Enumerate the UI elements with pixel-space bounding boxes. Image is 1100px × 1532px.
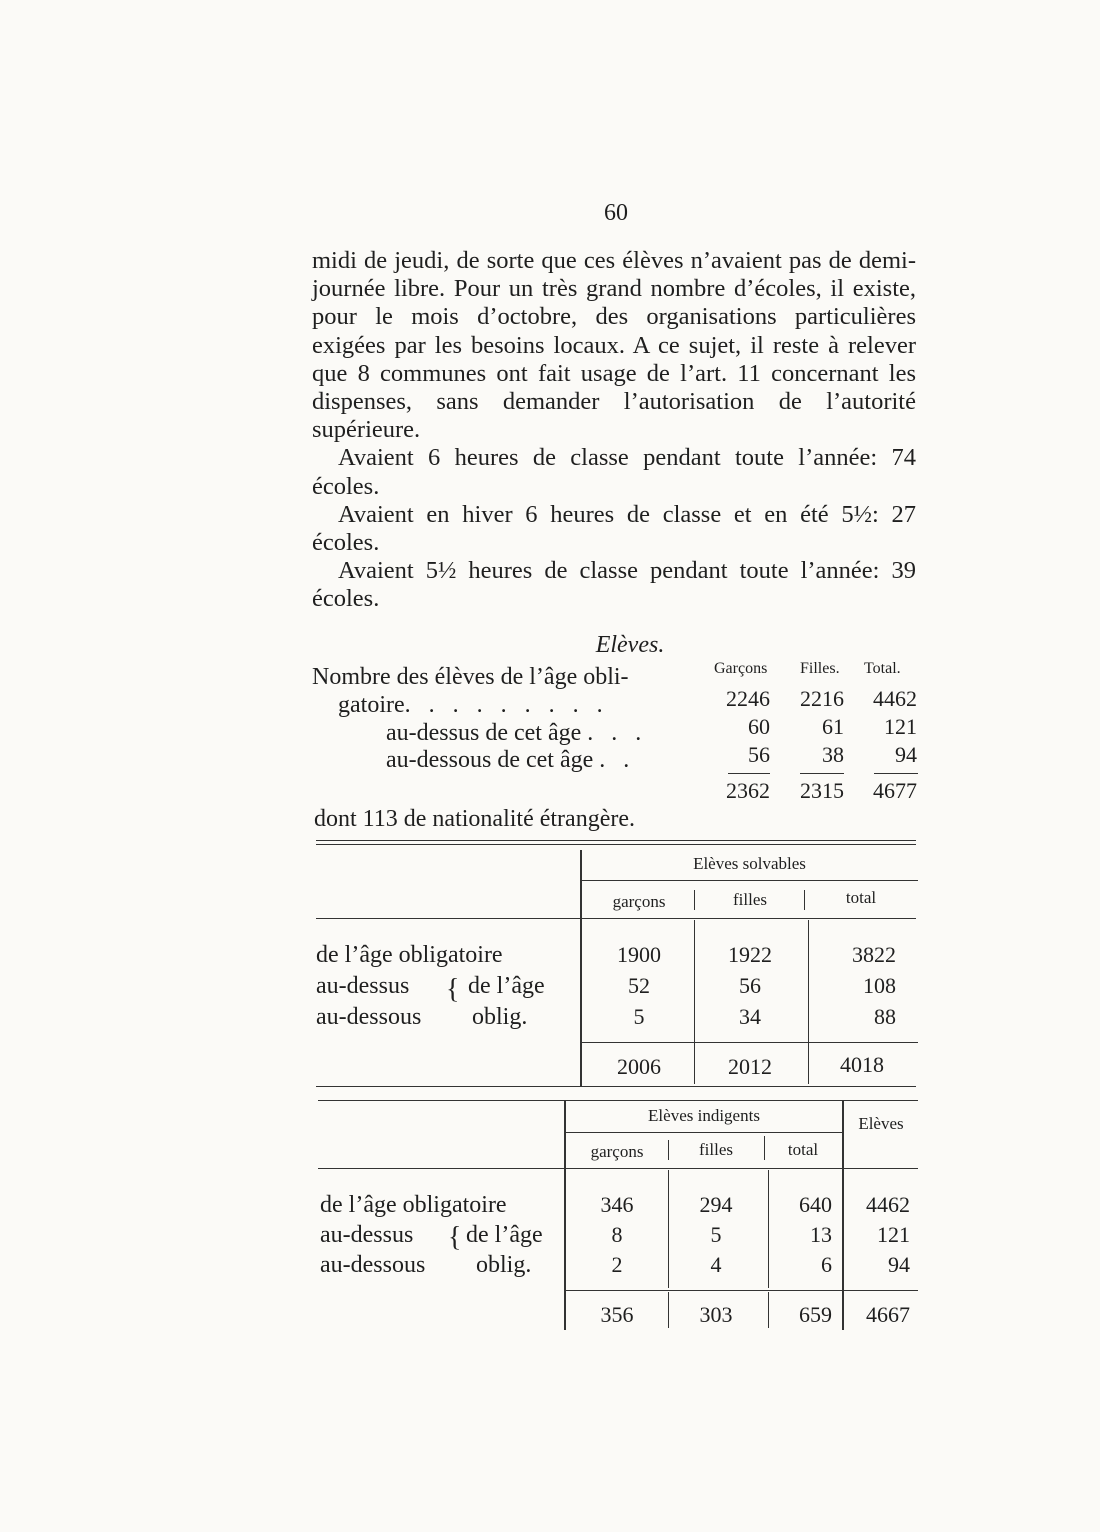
row-label: au-dessus (316, 973, 410, 999)
table-rule (694, 890, 695, 910)
body-text (312, 247, 916, 614)
row-label: de l’âge obligatoire (320, 1192, 507, 1218)
cell: 88 (874, 1004, 896, 1029)
footnote: dont 113 de nationalité étrangère. (314, 806, 635, 832)
table-rule (582, 880, 918, 881)
table-rule (808, 1044, 809, 1084)
table-rule (668, 1140, 669, 1160)
dot-leader: . . . (587, 720, 648, 746)
cell: 1900 (617, 942, 661, 967)
total-cell: 4018 (840, 1052, 884, 1077)
page-number: 60 (604, 200, 628, 226)
total-cell: 2362 (726, 778, 770, 803)
row-label: au-dessous (320, 1252, 426, 1278)
cell: 3822 (852, 942, 896, 967)
cell: 60 (748, 714, 770, 739)
cell: 346 (600, 1192, 634, 1217)
cell: 34 (739, 1004, 761, 1029)
column-header: garçons (590, 1142, 644, 1161)
row-label: oblig. (476, 1252, 532, 1278)
table-rule (318, 1100, 918, 1101)
table-rule (694, 1044, 695, 1084)
row-label (338, 692, 609, 719)
row-label: de l’âge (466, 1222, 543, 1248)
paragraph: midi de jeudi, de sorte que ces élèves n’avaient pas de demi-journée libre. Pour un très grand nombre d’écoles, il existe, pour le mois d’octobre, des organisations particulières exigées par les besoins locaux. A ce sujet, il reste à relever que 8 communes ont fait usage de l’art. 11 concernant les dispenses, sans demander l’autorisation de l’autorité supérieure. (312, 247, 916, 444)
column-header: garçons (612, 892, 666, 911)
total-cell: 659 (799, 1302, 832, 1327)
row-label: de l’âge obligatoire (316, 942, 503, 968)
row-label: Nombre des élèves de l’âge obli- (312, 664, 629, 690)
total-cell: 4677 (873, 778, 917, 803)
table-rule (694, 920, 695, 1044)
cell: 94 (888, 1252, 910, 1277)
column-header: Filles. (800, 660, 840, 677)
cell: 94 (895, 742, 917, 767)
table-rule (316, 918, 916, 919)
total-cell: 356 (600, 1302, 634, 1327)
cell: 1922 (728, 942, 772, 967)
row-label: oblig. (472, 1004, 528, 1030)
row-label-text: au-dessus de cet âge (386, 720, 582, 746)
table-rule (316, 844, 916, 845)
cell: 2 (611, 1252, 623, 1277)
table-rule (316, 1086, 916, 1087)
indigent-pupils-table (312, 1096, 922, 1332)
paragraph: Avaient 5½ heures de classe pendant toute l’année: 39 écoles. (312, 557, 916, 613)
paragraph: Avaient en hiver 6 heures de classe et en été 5½: 27 écoles. (312, 500, 916, 557)
dot-leader: . . . . . . . . . (404, 692, 609, 718)
brace-icon: { (446, 974, 460, 1005)
row-label: au-dessus (320, 1222, 414, 1248)
section-heading: Elèves. (595, 632, 665, 658)
table-rule (316, 840, 916, 841)
column-header: total (787, 1140, 819, 1159)
dot-leader: . . (599, 747, 636, 773)
column-header: total (845, 888, 877, 907)
cell: 61 (822, 714, 844, 739)
table-rule (566, 1290, 918, 1291)
solvent-pupils-table (312, 840, 922, 1090)
total-cell: 4667 (866, 1302, 910, 1327)
cell: 294 (699, 1192, 733, 1217)
cell: 13 (810, 1222, 832, 1247)
column-header: filles (699, 1140, 733, 1159)
total-cell: 2006 (617, 1054, 661, 1079)
cell: 108 (863, 973, 896, 998)
cell: 5 (710, 1222, 722, 1247)
cell: 52 (628, 973, 650, 998)
row-label: de l’âge (468, 973, 545, 999)
total-cell: 2012 (728, 1054, 772, 1079)
sum-rule (800, 773, 844, 774)
column-header: filles (733, 890, 767, 909)
cell: 4462 (866, 1192, 910, 1217)
group-header: Elèves solvables (693, 854, 806, 873)
cell: 5 (633, 1004, 645, 1029)
cell: 38 (822, 742, 844, 767)
cell: 2216 (800, 686, 844, 711)
cell: 4 (710, 1252, 722, 1277)
sum-rule (728, 773, 770, 774)
row-label (386, 747, 635, 774)
cell: 56 (748, 742, 770, 767)
total-cell: 2315 (800, 778, 844, 803)
group-header: Elèves indigents (648, 1106, 760, 1125)
cell: 2246 (726, 686, 770, 711)
table-rule (566, 1132, 842, 1133)
cell: 56 (739, 973, 761, 998)
column-header: Garçons (714, 660, 768, 677)
table-rule (318, 1168, 918, 1169)
column-header: Elèves (858, 1114, 904, 1133)
cell: 6 (821, 1252, 832, 1277)
total-cell: 303 (699, 1302, 733, 1327)
row-label: au-dessous (316, 1004, 422, 1030)
paragraph: Avaient 6 heures de classe pendant toute l’année: 74 écoles. (312, 444, 916, 500)
row-label (386, 720, 647, 747)
sum-rule (874, 773, 918, 774)
column-header: Total. (864, 660, 901, 677)
cell: 640 (799, 1192, 832, 1217)
table-rule (580, 850, 582, 1086)
pupils-summary-table (312, 658, 922, 838)
table-rule (582, 1042, 918, 1043)
table-rule (804, 890, 805, 910)
cell: 4462 (873, 686, 917, 711)
row-label-text: gatoire (338, 692, 405, 718)
brace-icon: { (448, 1222, 462, 1253)
cell: 8 (611, 1222, 623, 1247)
cell: 121 (877, 1222, 910, 1247)
cell: 121 (884, 714, 917, 739)
row-label-text: au-dessous de cet âge (386, 747, 594, 773)
table-rule (764, 1136, 765, 1160)
